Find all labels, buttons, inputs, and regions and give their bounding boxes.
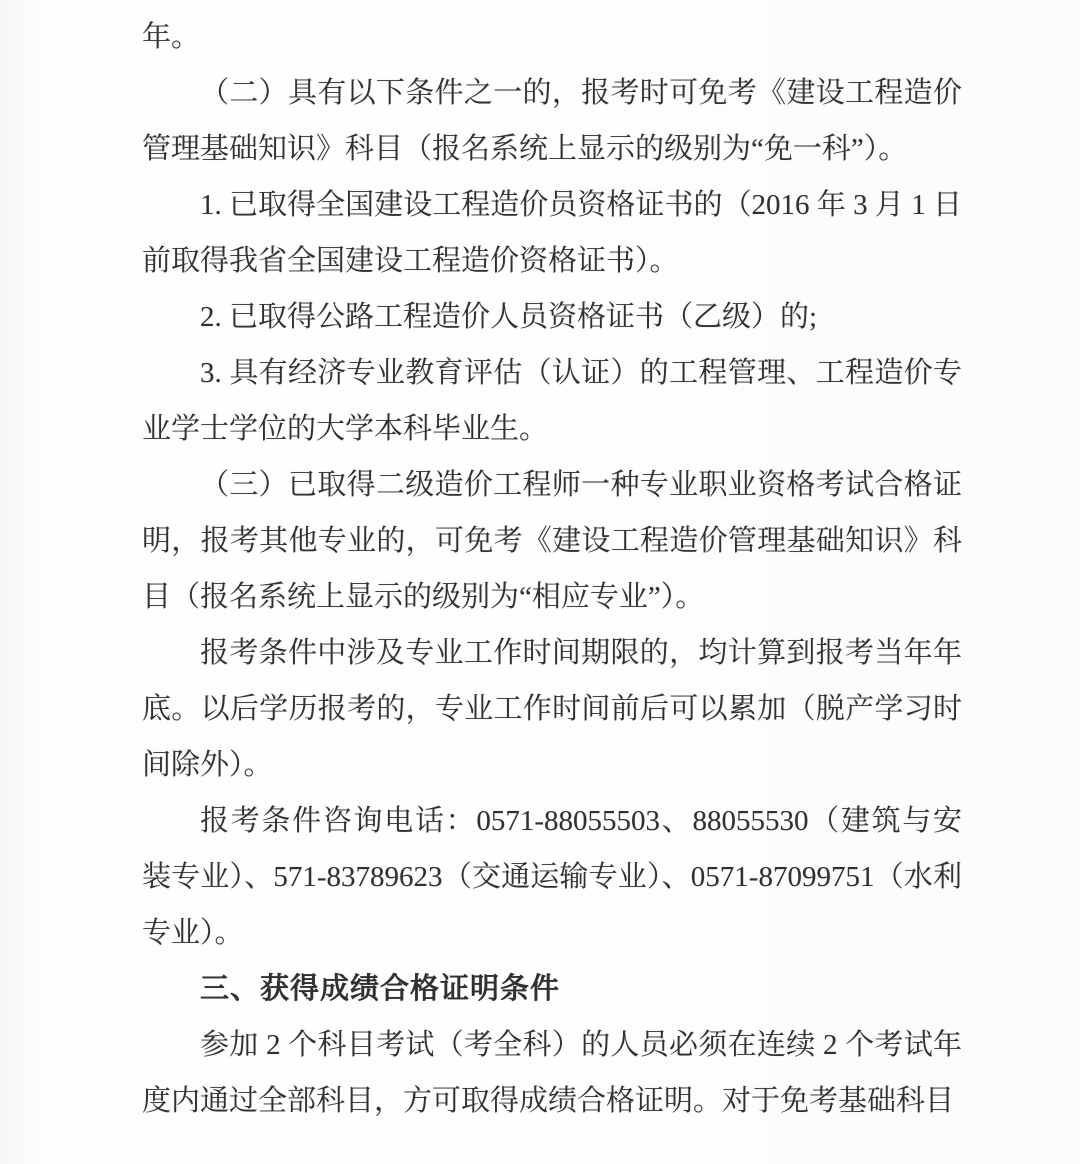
paragraph-item-2-highway-certificate: 2. 已取得公路工程造价人员资格证书（乙级）的; [200,301,818,333]
paragraph-item-3-accredited-graduates: 3. 具有经济专业教育评估（认证）的工程管理、工程造价专业学士学位的大学本科毕业生。 [142,357,962,445]
paragraph-exemption-condition-2: （二）具有以下条件之一的，报考时可免考《建设工程造价管理基础知识》科目（报名系统上显示的级别为“免一科”）。 [142,77,962,165]
paragraph-work-time-calculation: 报考条件中涉及专业工作时间期限的，均计算到报考当年年底。以后学历报考的，专业工作时间前后可以累加（脱产学习时间除外）。 [142,637,962,781]
paragraph-consultation-phones: 报考条件咨询电话：0571-88055503、88055530（建筑与安装专业）、571-83789623（交通运输专业）、0571-87099751（水利专业）。 [142,805,962,949]
paragraph-continuation-year: 年。 [142,21,201,53]
paragraph-item-1-national-certificate: 1. 已取得全国建设工程造价员资格证书的（2016 年 3 月 1 日前取得我省全国建设工程造价资格证书）。 [142,189,962,277]
section-heading-pass-certificate-conditions: 三、获得成绩合格证明条件 [200,973,561,1005]
paragraph-pass-requirement: 参加 2 个科目考试（考全科）的人员必须在连续 2 个考试年度内通过全部科目，方可取得成绩合格证明。对于免考基础科目 [142,1029,962,1117]
paragraph-exemption-condition-3: （三）已取得二级造价工程师一种专业职业资格考试合格证明，报考其他专业的，可免考《建设工程造价管理基础知识》科目（报名系统上显示的级别为“相应专业”）。 [142,469,962,613]
